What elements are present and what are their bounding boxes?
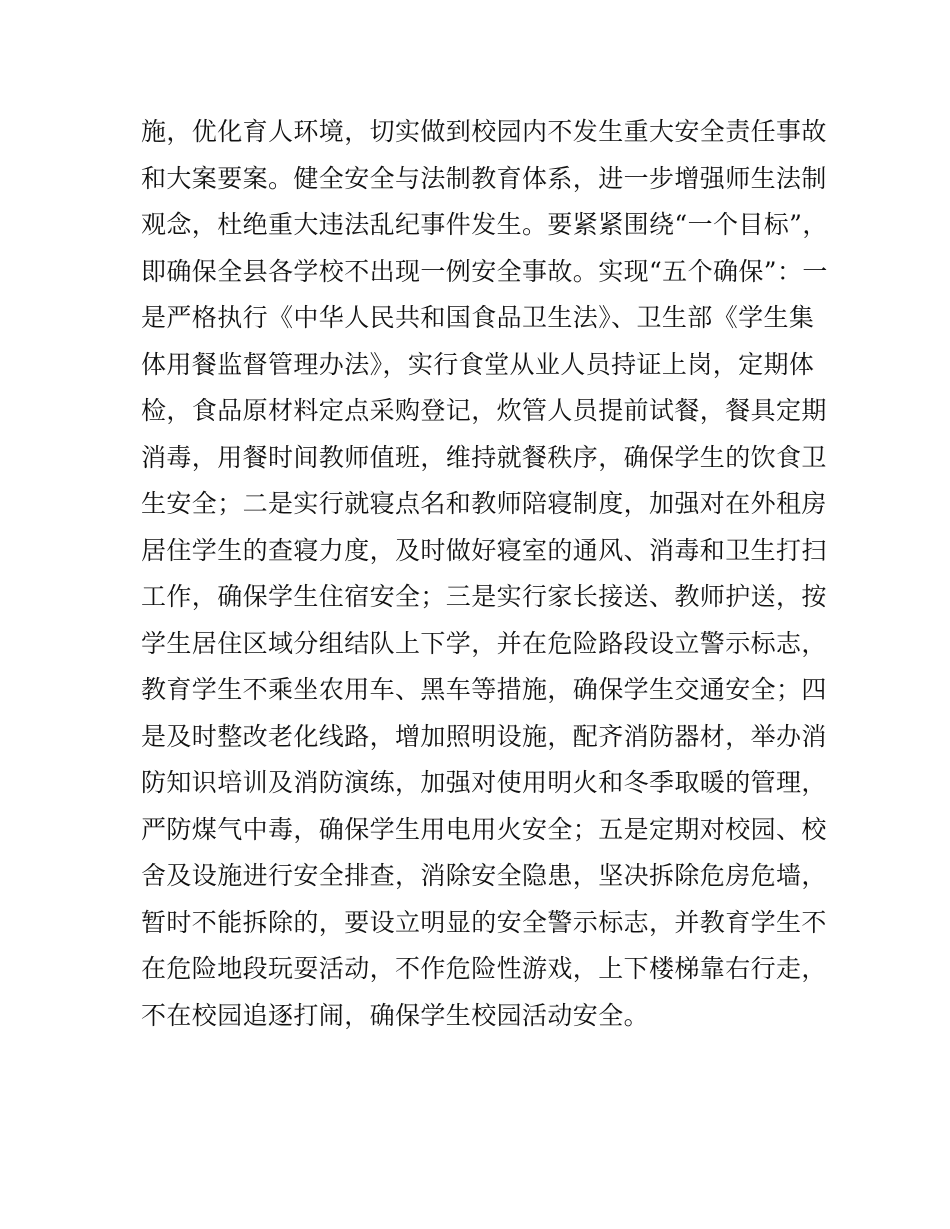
text-line: 严防煤气中毒，确保学生用电用火安全；五是定期对校园、校 bbox=[141, 814, 827, 844]
text-line: 工作，确保学生住宿安全；三是实行家长接送、教师护送，按 bbox=[141, 582, 827, 611]
text-line: 不在校园追逐打闹，确保学生校园活动安全。 bbox=[141, 1000, 650, 1030]
text-line: 施，优化育人环境，切实做到校园内不发生重大安全责任事故 bbox=[141, 117, 827, 146]
text-line: 消毒，用餐时间教师值班，维持就餐秩序，确保学生的饮食卫 bbox=[141, 442, 827, 472]
text-line: 检，食品原材料定点采购登记，炊管人员提前试餐，餐具定期 bbox=[141, 396, 827, 425]
text-line: 居住学生的查寝力度，及时做好寝室的通风、消毒和卫生打扫 bbox=[141, 535, 827, 565]
text-line: 暂时不能拆除的，要设立明显的安全警示标志，并教育学生不 bbox=[141, 907, 827, 937]
text-line: 体用餐监督管理办法》，实行食堂从业人员持证上岗，定期体 bbox=[141, 349, 815, 379]
text-line: 防知识培训及消防演练，加强对使用明火和冬季取暖的管理， bbox=[141, 768, 827, 797]
body-paragraph bbox=[141, 109, 828, 1039]
text-line: 即确保全县各学校不出现一例安全事故。实现“五个确保”：一 bbox=[141, 256, 828, 286]
text-line: 生安全；二是实行就寝点名和教师陪寝制度，加强对在外租房 bbox=[141, 489, 827, 518]
text-line: 是严格执行《中华人民共和国食品卫生法》、卫生部《学生集 bbox=[141, 303, 815, 332]
text-line: 学生居住区域分组结队上下学，并在危险路段设立警示标志， bbox=[141, 628, 827, 658]
text-line: 在危险地段玩耍活动，不作危险性游戏，上下楼梯靠右行走， bbox=[141, 954, 827, 983]
text-line: 观念，杜绝重大违法乱纪事件发生。要紧紧围绕“一个目标”， bbox=[141, 210, 828, 239]
text-line: 是及时整改老化线路，增加照明设施，配齐消防器材，举办消 bbox=[141, 721, 827, 751]
text-line: 教育学生不乘坐农用车、黑车等措施，确保学生交通安全；四 bbox=[141, 675, 827, 704]
text-line: 和大案要案。健全安全与法制教育体系，进一步增强师生法制 bbox=[141, 163, 827, 193]
text-line: 舍及设施进行安全排查，消除安全隐患，坚决拆除危房危墙， bbox=[141, 861, 827, 890]
